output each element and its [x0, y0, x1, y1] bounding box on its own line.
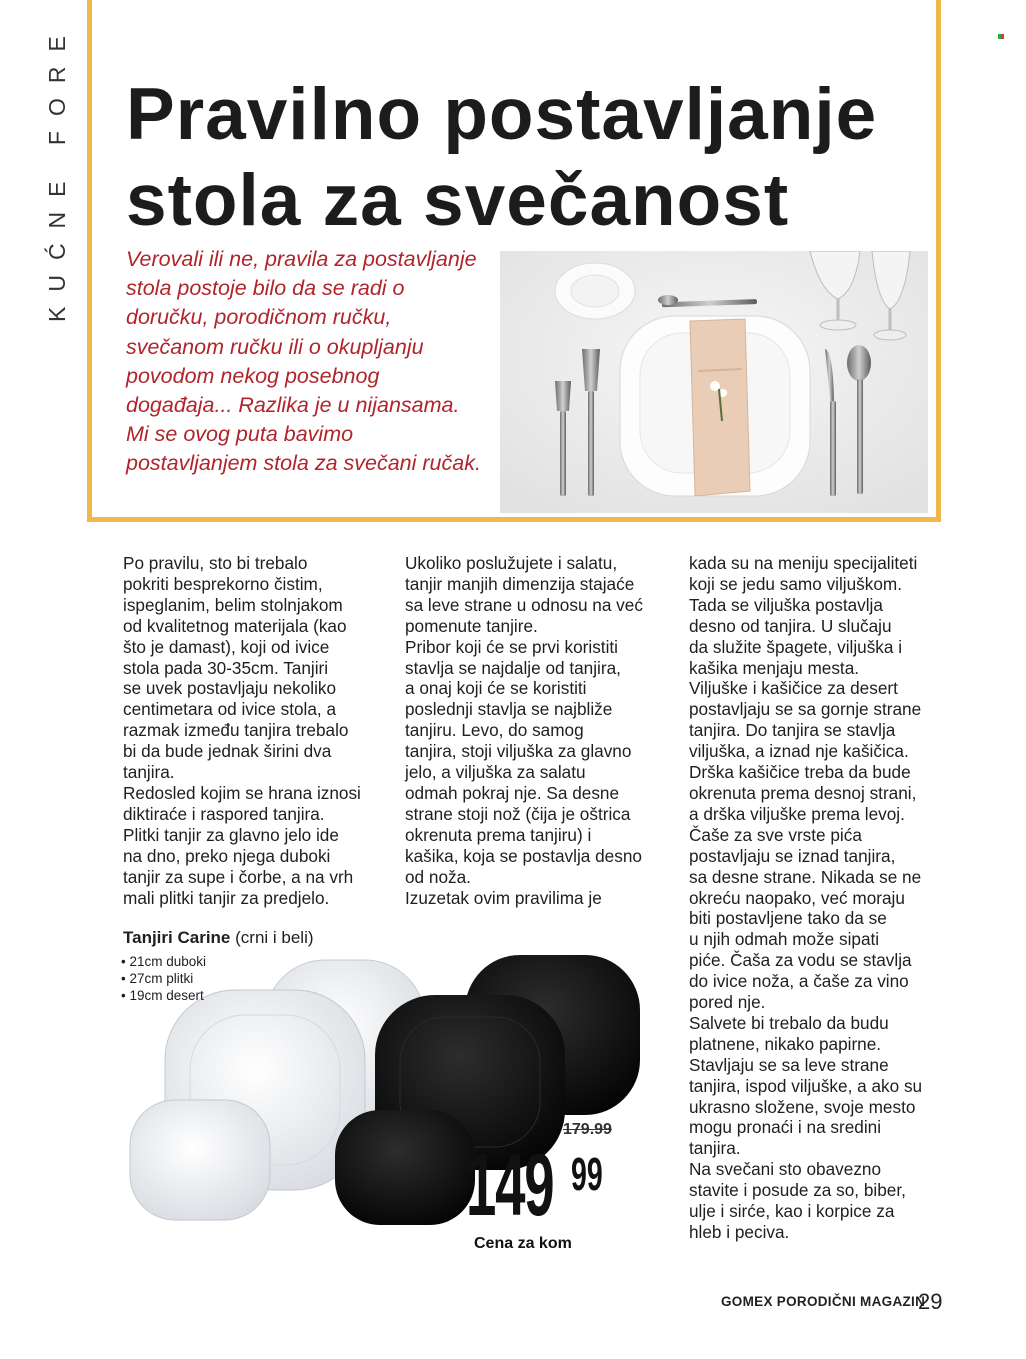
old-price: 179.99	[563, 1121, 612, 1138]
article-column-1: Po pravilu, sto bi trebalo pokriti besprekorno čistim, ispeglanim, belim stolnjakom od kvalitetnog materijala (kao što je damast), koji od ivice stola pada 30-35cm. Tanjiri se uvek postavljaju nekoliko centimetara od ivice stola, a razmak između tanjira trebalo bi da bude jednak širini dva tanjira. Redosled kojim se hrana iznosi diktiraće i raspored tanjira. Plitki tanjir za glavno jelo ide na dno, preko njega duboki tanjir za supe i čorbe, a na vrh mali plitki tanjir za predjelo.	[123, 553, 361, 908]
spec-item: • 27cm plitki	[121, 971, 194, 986]
product-title	[123, 928, 314, 948]
spec-item: • 21cm duboki	[121, 954, 207, 969]
title-line-1: Pravilno postavljanje	[126, 74, 878, 155]
article-title	[126, 72, 926, 244]
table-setting-photo	[500, 251, 928, 513]
page-number: 29	[918, 1289, 943, 1314]
product-specs	[121, 953, 206, 1004]
spec-item: • 19cm desert	[121, 988, 204, 1003]
intro-text: Verovali ili ne, pravila za postavljanje stola postoje bilo da se radi o doručku, porodičnom ručku, svečanom ručku ili o okupljanju povodom nekog posebnog događaja... Razlika je u nijansama. Mi se ovog puta bavimo postavljanjem stola za svečani ručak.	[126, 247, 481, 476]
price-unit: Cena za kom	[474, 1235, 572, 1252]
article-column-2: Ukoliko poslužujete i salatu, tanjir manjih dimenzija stajaće sa leve strane u odnosu na već pomenute tanjire. Pribor koji će se prvi koristiti stavlja se najdalje od tanjira, a onaj koji će se koristiti poslednji stavlja se najbliže tanjiru. Levo, do samog tanjira, stoji viljuška za glavno jelo, a viljuška za salatu odmah pokraj nje. Sa desne strane stoji nož (čija je oštrica okrenuta prema tanjiru) i kašika, koja se postavlja desno od noža. Izuzetak ovim pravilima je	[405, 553, 643, 908]
product-name: Tanjiri Carine	[123, 928, 231, 947]
article-column-3: kada su na meniju specijaliteti koji se jedu samo viljuškom. Tada se viljuška postavlja desno od tanjira. U slučaju da služite špagete, viljuška i kašika menjaju mesta. Viljuške i kašičice za desert postavljaju se sa gornje strane tanjira. Do tanjira se stavlja viljuška, a iznad nje kašičica. Drška kašičice treba da bude okrenuta prema desnoj strani, a drška viljuške prema levoj. Čaše za sve vrste pića postavljaju se iznad tanjira, sa desne strane. Nikada se ne okreću naopako, već moraju biti postavljene tako da se u njih odmah može sipati piće. Čaša za vodu se stavlja do ivice noža, a čaše za vino pored nje. Salvete bi trebalo da budu platnene, nikako papirne. Stavljaju se sa leve strane tanjira, ispod viljuške, a ako su ukrasno složene, svoje mesto mogu pronaći i na sredini tanjira. Na svečani sto obavezno stavite i posude za so, biber, ulje i sirće, kao i korpice za hleb i peciva.	[689, 553, 923, 1242]
title-line-2: stola za svečanost	[126, 160, 790, 241]
product-variant: (crni i beli)	[235, 928, 314, 947]
corner-color-mark	[998, 26, 1005, 31]
magazine-name: GOMEX PORODIČNI MAGAZIN	[721, 1294, 926, 1309]
section-label: KUĆNE FORE	[44, 21, 70, 322]
price-cents: 99	[571, 1148, 603, 1200]
price-main: 149	[466, 1135, 554, 1234]
